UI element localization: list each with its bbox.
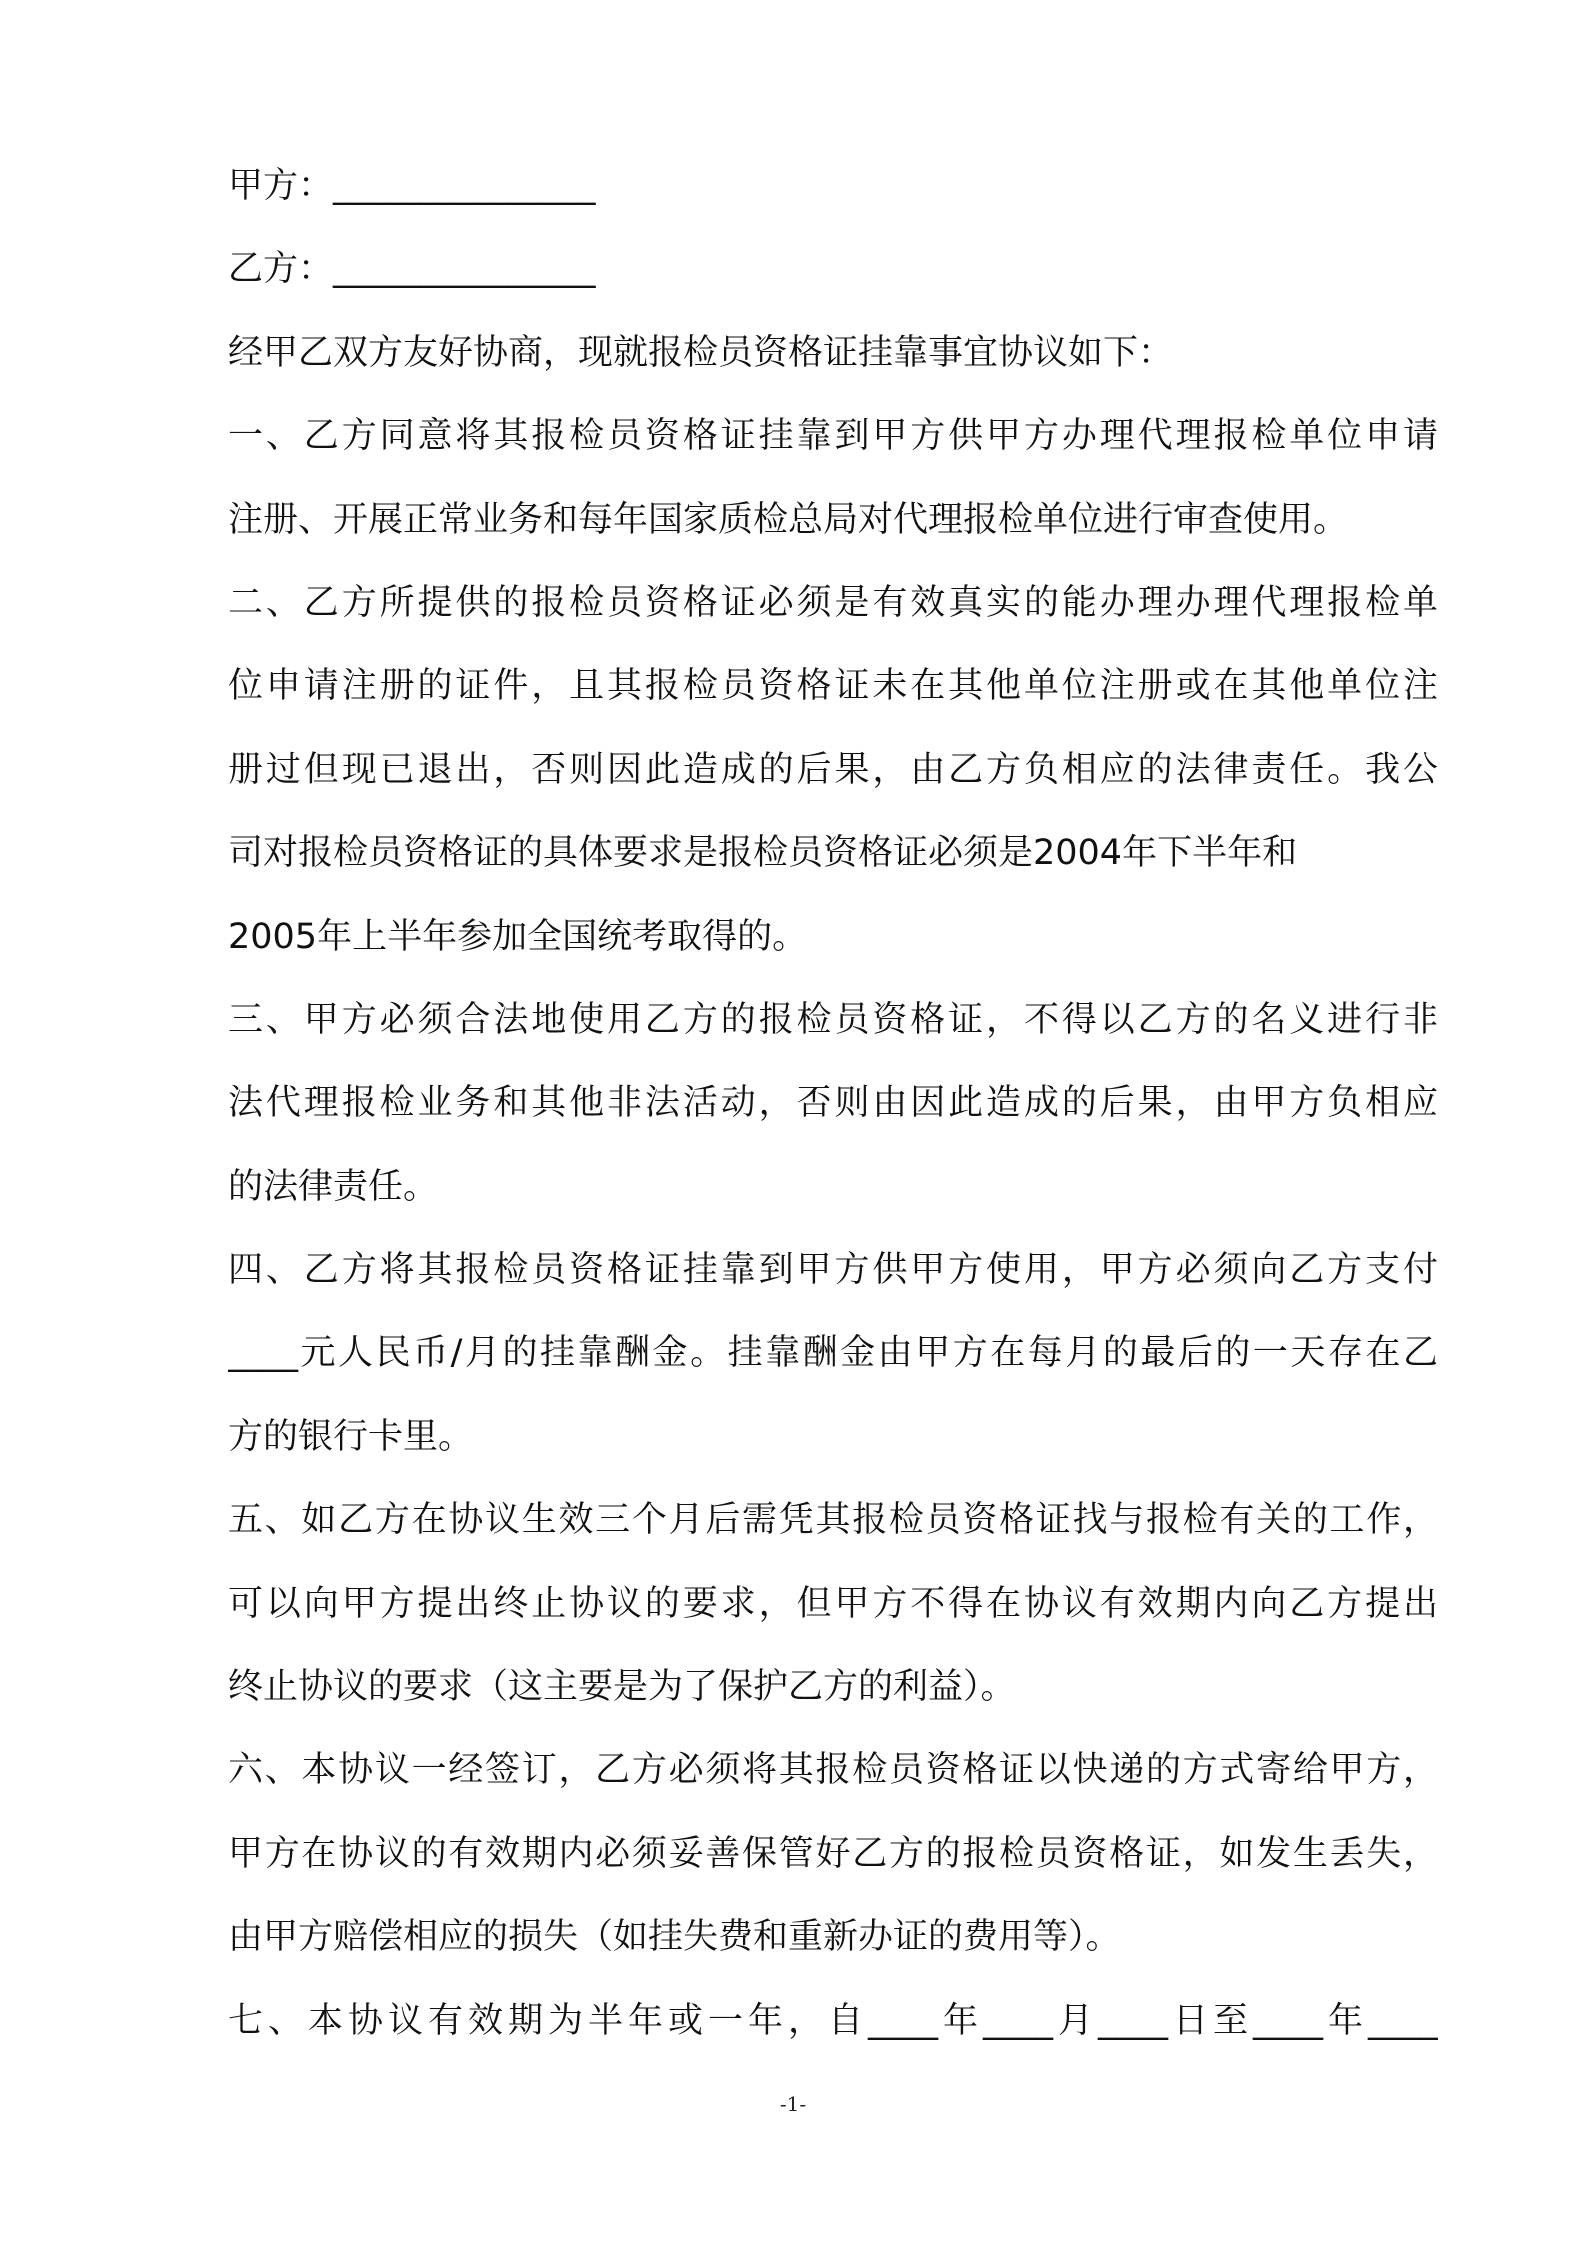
page-number: -1-	[779, 2092, 807, 2116]
clause-line: 七、本协议有效期为半年或一年，自____年____月____日至____年____	[228, 2000, 1438, 2041]
clause-line: 法代理报检业务和其他非法活动，否则由因此造成的后果，由甲方负相应	[228, 1083, 1438, 1124]
clause-2	[228, 573, 1438, 990]
clause-6	[228, 1740, 1438, 1990]
clause-line: 册过但现已退出，否则因此造成的后果，由乙方负相应的法律责任。我公	[228, 749, 1438, 790]
clause-7	[228, 1991, 1438, 2074]
clause-line: 甲方在协议的有效期内必须妥善保管好乙方的报检员资格证，如发生丢失，	[228, 1833, 1438, 1874]
clause-line: 三、甲方必须合法地使用乙方的报检员资格证，不得以乙方的名义进行非	[228, 999, 1438, 1040]
intro-paragraph: 经甲乙双方友好协商，现就报检员资格证挂靠事宜协议如下：	[228, 332, 1174, 373]
clause-line: 注册、开展正常业务和每年国家质检总局对代理报检单位进行审查使用。	[228, 499, 1349, 540]
clause-line: 位申请注册的证件，且其报检员资格证未在其他单位注册或在其他单位注	[228, 666, 1438, 707]
clause-4	[228, 1240, 1438, 1490]
clause-line: ____元人民币/月的挂靠酬金。挂靠酬金由甲方在每月的最后的一天存在乙	[228, 1333, 1438, 1374]
clause-line: 由甲方赔偿相应的损失（如挂失费和重新办证的费用等）。	[228, 1917, 1121, 1958]
clause-line: 六、本协议一经签订，乙方必须将其报检员资格证以快递的方式寄给甲方，	[228, 1750, 1438, 1791]
clause-5	[228, 1490, 1438, 1740]
party-a-line: 甲方：_______________	[228, 166, 596, 206]
clause-line: 一、乙方同意将其报检员资格证挂靠到甲方供甲方办理代理报检单位申请	[228, 416, 1438, 457]
party-b-line: 乙方：_______________	[228, 249, 596, 290]
clause-1	[228, 406, 1438, 573]
clause-line: 终止协议的要求（这主要是为了保护乙方的利益）。	[228, 1667, 1016, 1708]
clause-line: 二、乙方所提供的报检员资格证必须是有效真实的能办理办理代理报检单	[228, 582, 1438, 623]
clause-line: 2005年上半年参加全国统考取得的。	[228, 916, 808, 957]
clause-line: 五、如乙方在协议生效三个月后需凭其报检员资格证找与报检有关的工作，	[228, 1500, 1438, 1541]
document-body	[228, 156, 1438, 2074]
clause-line: 可以向甲方提出终止协议的要求，但甲方不得在协议有效期内向乙方提出	[228, 1583, 1438, 1624]
clause-line: 方的银行卡里。	[228, 1416, 474, 1457]
clause-line: 司对报检员资格证的具体要求是报检员资格证必须是2004年下半年和	[228, 833, 1298, 874]
clause-3	[228, 990, 1438, 1240]
clause-line: 四、乙方将其报检员资格证挂靠到甲方供甲方使用，甲方必须向乙方支付	[228, 1250, 1438, 1291]
clause-line: 的法律责任。	[228, 1166, 439, 1207]
